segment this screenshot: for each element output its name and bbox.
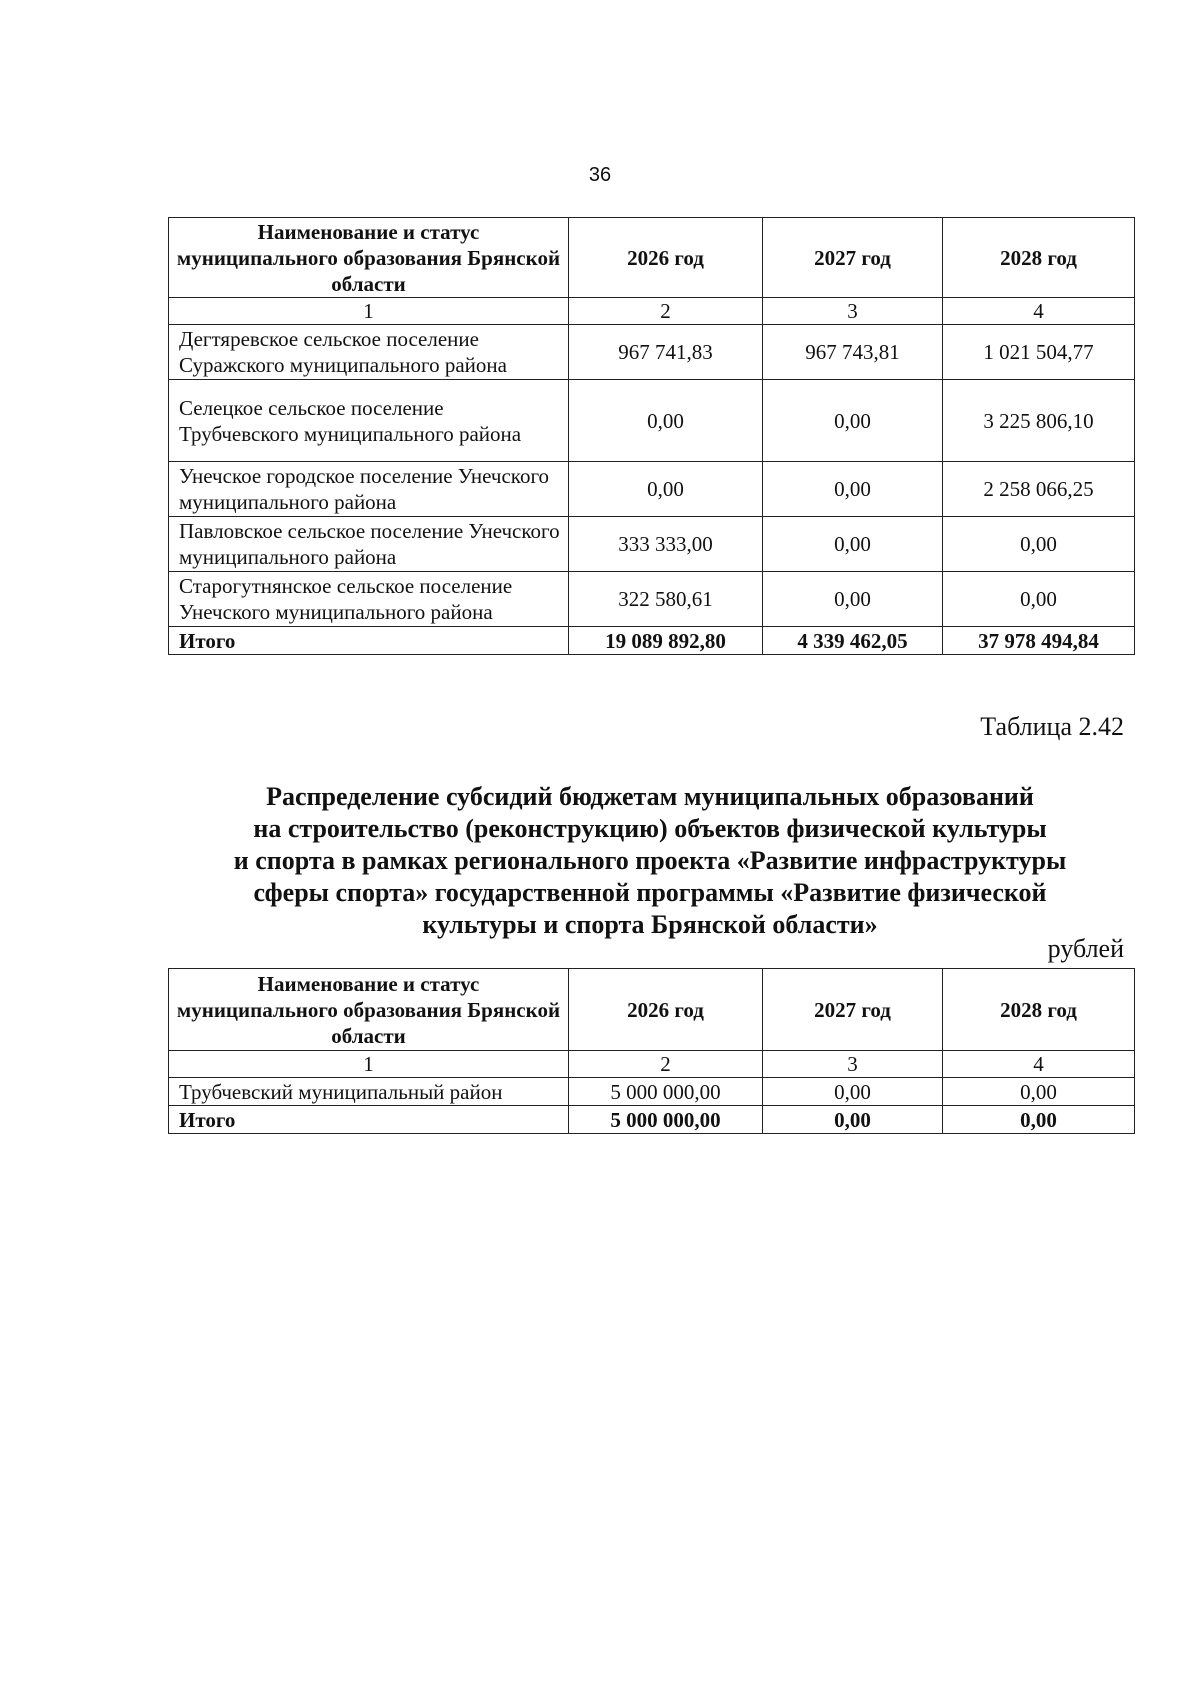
header-municipality: Наименование и статус муниципального образования Брянской области (169, 218, 569, 298)
title-line: сферы спорта» государственной программы «Развитие физической (253, 878, 1047, 907)
value-2026: 322 580,61 (569, 572, 763, 627)
value-2028: 0,00 (943, 517, 1135, 572)
table-row (169, 462, 1135, 517)
table-title (140, 781, 1160, 941)
value-2027: 0,00 (763, 462, 943, 517)
value-2027: 0,00 (763, 572, 943, 627)
table-row (169, 380, 1135, 462)
value-2028: 0,00 (943, 572, 1135, 627)
total-row (169, 627, 1135, 655)
municipality-name: Старогутнянское сельское поселение Унечского муниципального района (169, 572, 569, 627)
column-index: 4 (943, 298, 1135, 325)
value-2028: 1 021 504,77 (943, 325, 1135, 380)
header-2027: 2027 год (763, 218, 943, 298)
municipality-name: Павловское сельское поселение Унечского муниципального района (169, 517, 569, 572)
page-number: 36 (588, 164, 612, 186)
table-header-row (169, 218, 1135, 298)
value-2026: 0,00 (569, 380, 763, 462)
header-2028: 2028 год (943, 218, 1135, 298)
header-2026: 2026 год (569, 218, 763, 298)
total-2026: 5 000 000,00 (569, 1106, 763, 1134)
municipality-name: Унечское городское поселение Унечского муниципального района (169, 462, 569, 517)
value-2028: 0,00 (943, 1078, 1135, 1106)
value-2028: 3 225 806,10 (943, 380, 1135, 462)
total-2027: 4 339 462,05 (763, 627, 943, 655)
header-2028: 2028 год (943, 969, 1135, 1051)
title-line: и спорта в рамках регионального проекта «Развитие инфраструктуры (233, 846, 1067, 875)
column-index: 3 (763, 1051, 943, 1078)
value-2027: 0,00 (763, 517, 943, 572)
table-row (169, 517, 1135, 572)
column-index: 1 (169, 1051, 569, 1078)
table-row (169, 325, 1135, 380)
column-index: 4 (943, 1051, 1135, 1078)
total-label: Итого (169, 627, 569, 655)
value-2027: 0,00 (763, 1078, 943, 1106)
municipality-name: Дегтяревское сельское поселение Суражского муниципального района (169, 325, 569, 380)
title-line: культуры и спорта Брянской области» (422, 910, 878, 939)
value-2026: 5 000 000,00 (569, 1078, 763, 1106)
value-2026: 0,00 (569, 462, 763, 517)
table-label: Таблица 2.42 (980, 712, 1124, 741)
value-2026: 967 741,83 (569, 325, 763, 380)
column-index-row (169, 1051, 1135, 1078)
table-header-row (169, 969, 1135, 1051)
title-line: на строительство (реконструкцию) объектов физической культуры (253, 814, 1047, 843)
title-line: Распределение субсидий бюджетам муниципальных образований (266, 782, 1034, 811)
value-2028: 2 258 066,25 (943, 462, 1135, 517)
header-2027: 2027 год (763, 969, 943, 1051)
column-index: 3 (763, 298, 943, 325)
table-row (169, 1078, 1135, 1106)
value-2027: 967 743,81 (763, 325, 943, 380)
column-index-row (169, 298, 1135, 325)
table-row (169, 572, 1135, 627)
total-2028: 0,00 (943, 1106, 1135, 1134)
column-index: 1 (169, 298, 569, 325)
municipality-name: Трубчевский муниципальный район (169, 1078, 569, 1106)
header-2026: 2026 год (569, 969, 763, 1051)
total-2028: 37 978 494,84 (943, 627, 1135, 655)
column-index: 2 (569, 298, 763, 325)
total-2026: 19 089 892,80 (569, 627, 763, 655)
units-label: рублей (1047, 934, 1124, 963)
value-2026: 333 333,00 (569, 517, 763, 572)
total-row (169, 1106, 1135, 1134)
total-2027: 0,00 (763, 1106, 943, 1134)
table-subsidies-continued (168, 217, 1135, 655)
header-municipality: Наименование и статус муниципального образования Брянской области (169, 969, 569, 1051)
table-sport-subsidies (168, 968, 1135, 1134)
value-2027: 0,00 (763, 380, 943, 462)
municipality-name: Селецкое сельское поселение Трубчевского муниципального района (169, 380, 569, 462)
total-label: Итого (169, 1106, 569, 1134)
column-index: 2 (569, 1051, 763, 1078)
